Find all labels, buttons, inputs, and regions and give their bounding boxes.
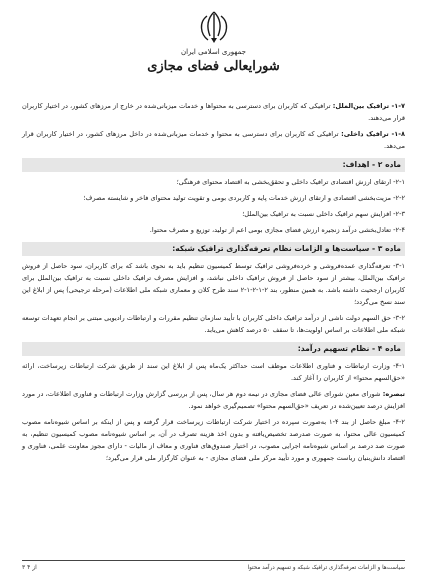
clause-paragraph: [22, 208, 405, 220]
clause-paragraph: [22, 100, 405, 124]
republic-title: جمهوری اسلامی ایران: [181, 48, 246, 56]
clause-lead: ۱-۸- ترافیک داخلی:: [341, 130, 405, 138]
article-heading: ماده ۴ - نظام تسهیم درآمد:: [22, 342, 405, 356]
article-heading: ماده ۲ - اهداف:: [22, 158, 405, 172]
clause-text: ۴-۲- مبلغ حاصل از بند ۴-۱ به‌صورت سپرده در اختیار شرکت ارتباطات زیرساخت قرار گرفته و پس از اینکه بر اساس شیوه‌نامه مصوب کمیسیون عالی محتوا، به صورت صدرصد تخصیص‌یافته و بدون اخذ هزینه تصرف در آن، بر اساس شیوه‌نامه مصوب کمیسیون تنظیم، به صورت صد درصد بر اساس شیوه‌نامه اجرایی مصوب، در اختیار صندوق‌های فناوری و معاف از مالیات - دارای مجوز معاونت علمی، فناوری و اقتصاد دانش‌بنیان ریاست جمهوری و مورد تأیید مرکز ملی فضای مجازی - به عنوان کارگزار ملی قرار می‌گیرد؛: [22, 418, 405, 462]
clause-paragraph: [22, 128, 405, 152]
page-footer: [22, 560, 405, 571]
document-body: [22, 100, 405, 464]
clause-text: ترافیکی که کاربران برای دسترسی به محتوا و خدمات میزبانی‌شده در داخل مرزهای کشور، در اختیار کاربران قرار می‌دهد.: [22, 130, 405, 150]
letterhead: [22, 8, 405, 100]
clause-paragraph: [22, 312, 405, 336]
clause-paragraph: [22, 416, 405, 464]
page-number: ۳ از ۴: [22, 564, 37, 571]
clause-lead: ۱-۷- ترافیک بین‌الملل:: [332, 102, 405, 110]
clause-paragraph: [22, 360, 405, 384]
clause-text: ترافیکی که کاربران برای دسترسی به محتواها و خدمات میزبانی‌شده در خارج از مرزهای کشور، در اختیار کاربران قرار می‌دهند.: [22, 102, 405, 122]
clause-paragraph: [22, 260, 405, 308]
clause-text: شورای معین شورای عالی فضای مجازی در نیمه دوم هر سال، پس از بررسی گزارش وزارت ارتباطات و فناوری اطلاعات، در مورد افزایش درصد تعیین‌شده در تعریف «حق‌السهم محتوا» تصمیم‌گیری خواهد نمود.: [22, 390, 405, 410]
clause-text: ۳-۱- تعرفه‌گذاری عمده‌فروشی و خرده‌فروشی ترافیک توسط کمیسیون تنظیم باید به نحوی باشد که برای کاربران، سود حاصل از فروش ترافیک بین‌الملل، بیشتر از سود حاصل از فروش ترافیک داخلی نباشد، و افزایش مصرف ترافیک داخلی نسبت به ترافیک بین‌الملل برای کاربران ارجحیت داشته باشد. به همین منظور، بند ۲-۱-۲-۱-۲ سند طرح کلان و معماری شبکه ملی اطلاعات (مرحله ترجیحی) پس از ابلاغ این سند نسخ می‌گردد؛: [22, 262, 405, 306]
clause-text: ۲-۳- افزایش سهم ترافیک داخلی نسبت به ترافیک بین‌الملل؛: [242, 210, 405, 218]
clause-text: ۳-۲- حق السهم دولت ناشی از درآمد ترافیک داخلی کاربران با تأیید سازمان تنظیم مقررات و ارتباطات رادیویی مبتنی بر انجام تعهدات توسعه شبکه ملی اطلاعات بر اساس اولویت‌ها، تا سقف ۵۰ درصد کاهش می‌یابد.: [22, 314, 405, 334]
footer-caption: سیاست‌ها و الزامات تعرفه‌گذاری ترافیک شبکه و تسهیم درآمد محتوا: [247, 564, 405, 571]
council-title: شورایعالی فضای مجازی: [147, 59, 280, 74]
clause-lead: تبصره:: [382, 390, 405, 398]
article-heading: ماده ۳ - سیاست‌ها و الزامات نظام تعرفه‌گذاری ترافیک شبکه:: [22, 242, 405, 256]
note-paragraph: [22, 388, 405, 412]
clause-text: ۴-۱- وزارت ارتباطات و فناوری اطلاعات موظف است حداکثر یک‌ماه پس از ابلاغ این سند از طریق شرکت ارتباطات زیرساخت، ارائه «حق‌السهم محتوا» از کاربران را آغاز کند.: [22, 362, 405, 382]
clause-text: ۲-۴- تعادل‌بخشی درآمد زنجیره ارزش فضای مجازی بومی اعم از تولید، توزیع و مصرف محتوا.: [149, 226, 405, 234]
clause-text: ۲-۱- ارتقای ارزش اقتصادی ترافیک داخلی و تحقق‌بخشی به اقتصاد محتوای فرهنگی؛: [176, 178, 405, 186]
iran-emblem-icon: [194, 8, 234, 46]
clause-text: ۲-۲- مزیت‌بخشی اقتصادی و ارتقای ارزش خدمات پایه و کاربردی بومی و تقویت تولید محتوای فاخر و شایسته مصرف؛: [83, 194, 405, 202]
clause-paragraph: [22, 176, 405, 188]
clause-paragraph: [22, 192, 405, 204]
clause-paragraph: [22, 224, 405, 236]
